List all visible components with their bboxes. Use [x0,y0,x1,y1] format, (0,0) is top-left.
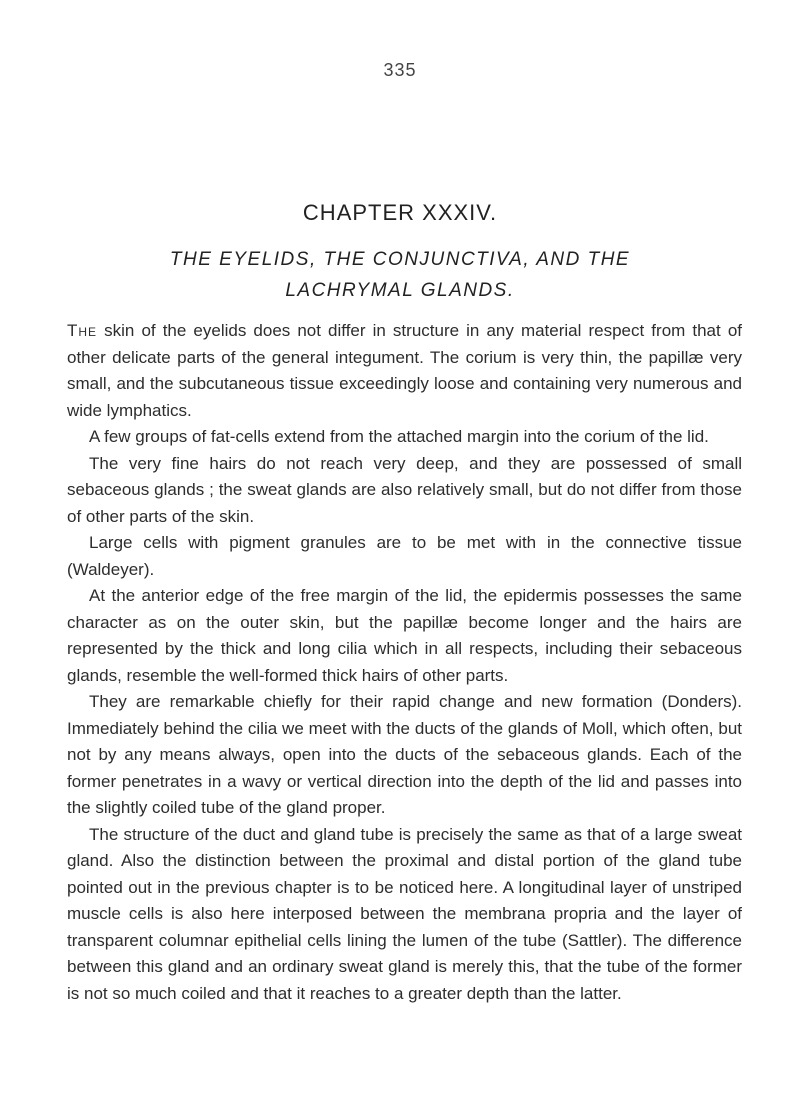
paragraph-3: The very fine hairs do not reach very deep, and they are possessed of small sebaceous glands ; the sweat glands are also relatively small, but do not differ from those of other parts of the skin. [67,453,742,526]
paragraph-text: skin of the eyelids does not differ in structure in any material respect from that of other delicate parts of the general integument. The corium is very thin, the papillæ very small, and the subcutaneous tissue exceedingly loose and containing very numerous and wide lymphatics. [67,321,742,420]
paragraph-1 [67,318,742,424]
paragraph-6: They are remarkable chiefly for their rapid change and new formation (Donders). Immediately behind the cilia we meet with the ducts of the glands of Moll, which often, but not by any means always, open into the ducts of the sebaceous glands. Each of the former penetrates in a wavy or vertical direction into the depth of the lid and passes into the slightly coiled tube of the gland proper. [67,692,742,817]
paragraph-5: At the anterior edge of the free margin of the lid, the epidermis possesses the same character as on the outer skin, but the papillæ become longer and the hairs are represented by the thick and long cilia which in all respects, including their sebaceous glands, resemble the well-formed thick hairs of other parts. [67,586,742,685]
paragraph-2: A few groups of fat-cells extend from the attached margin into the corium of the lid. [89,427,709,446]
chapter-title: CHAPTER XXXIV. [302,200,498,225]
paragraph-7: The structure of the duct and gland tube is precisely the same as that of a large sweat gland. Also the distinction between the proximal and distal portion of the gland tube pointed out in the previous chapter is to be noticed here. A longitudinal layer of unstriped muscle cells is also here interposed between the membrana propria and the layer of transparent columnar epithelial cells lining the lumen of the tube (Sattler). The difference between this gland and an ordinary sweat gland is merely this, that the tube of the former is not so much coiled and that it reaches to a greater depth than the latter. [67,824,742,1003]
chapter-subtitle: THE EYELIDS, THE CONJUNCTIVA, AND THE LACHRYMAL GLANDS. [169,249,631,301]
body-text [67,318,742,1007]
page-number: 335 [383,60,417,80]
paragraph-4: Large cells with pigment granules are to be met with in the connective tissue (Waldeyer). [67,533,742,579]
paragraph-lead-word: The [67,321,98,340]
